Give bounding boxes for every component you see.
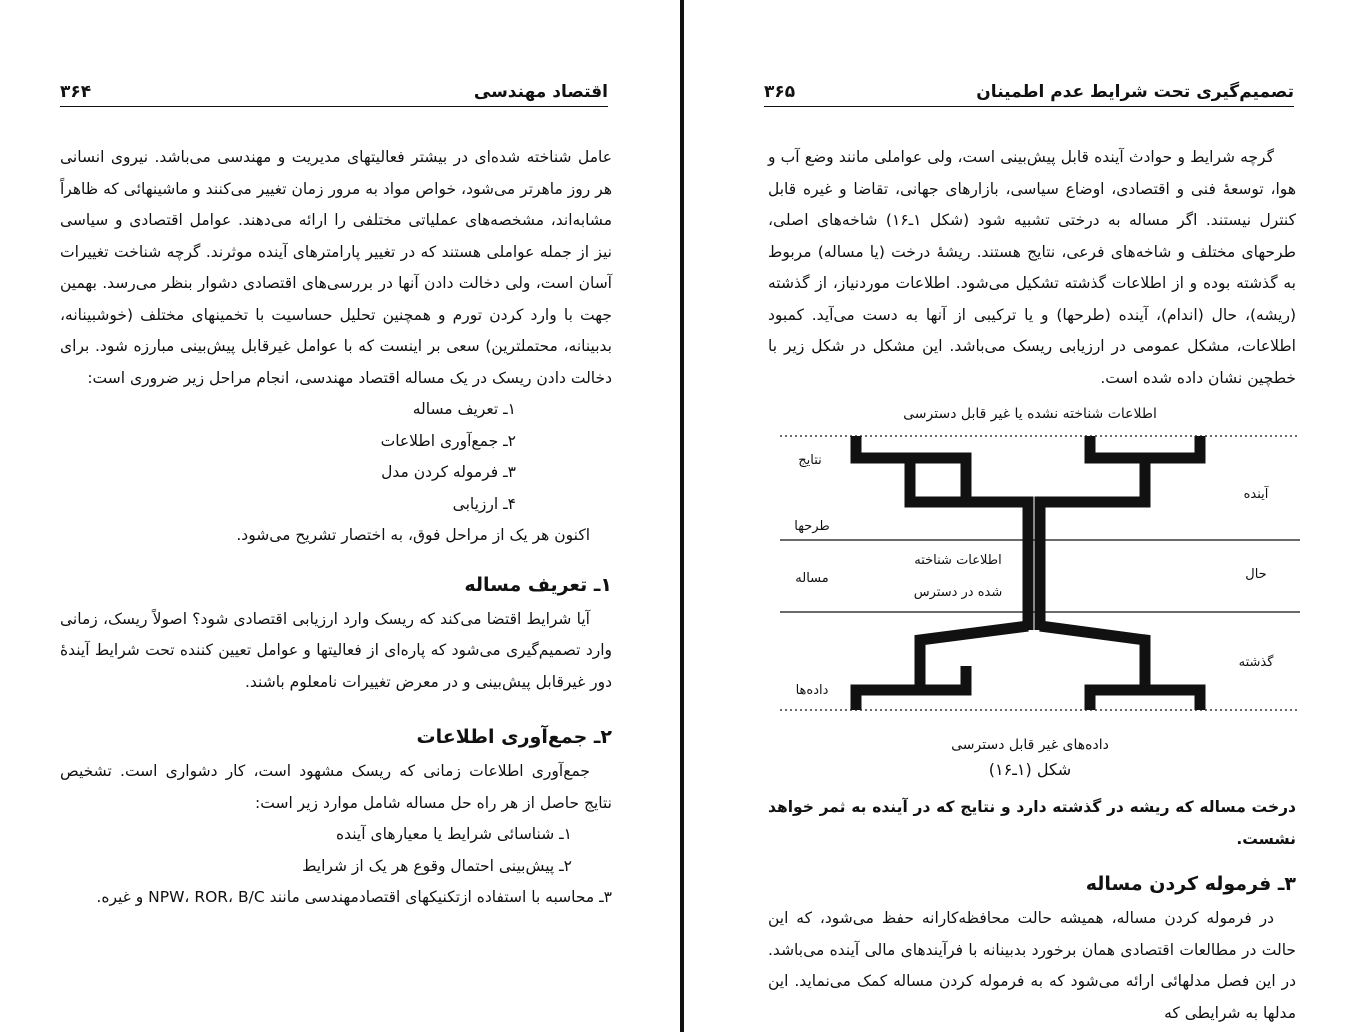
section-paragraph: جمع‌آوری اطلاعات زمانی که ریسک مشهود است، کار دشواری است. تشخیص نتایج حاصل از هر راه حل مساله شامل موارد زیر است: xyxy=(60,762,612,812)
figure-label: شکل (۱ـ۱۶) xyxy=(988,760,1072,779)
step-item: ۱ـ تعریف مساله xyxy=(412,400,516,418)
running-title: اقتصاد مهندسی xyxy=(473,82,608,102)
intro-paragraph: گرچه شرایط و حوادث آینده قابل پیش‌بینی است، ولی عواملی مانند وضع آب و هوا، توسعهٔ فنی و اقتصادی، اوضاع سیاسی، بازارهای جهانی، تقاضا و غیره قابل کنترل نیستند. اگر مساله به درختی تشبیه شود (شکل ۱ـ۱۶) شاخه‌های اصلی، طرحهای مختلف و شاخه‌های فرعی، نتایج هستند. ریشهٔ درخت (یا مساله) مربوط به گذشته بوده و از اطلاعات گذشته تشکیل می‌شود. اطلاعات موردنیاز، از گذشته (ریشه)، حال (اندام)، آینده (طرحها) و یا ترکیبی از آنها به دست می‌آید. کمبود اطلاعات، مشکل عمومی در ارزیابی ریسک می‌باشد. این مشکل در شکل زیر با خطچین نشان داده شده است. xyxy=(768,148,1296,387)
page-number: ۳۶۴ xyxy=(60,82,92,102)
diagram-top-caption: اطلاعات شناخته نشده یا غیر قابل دسترسی xyxy=(903,406,1157,422)
right-page xyxy=(684,0,1361,1032)
section-paragraph: در فرموله کردن مساله، همیشه حالت محافظه‌کارانه حفظ می‌شود، که این حالت در مطالعات اقتصادی همان برخورد بدبینانه با فرآیندهای مالی آینده می‌باشد. در این فصل مدلهائی ارائه می‌شود که به فرموله کردن مساله کمک می‌نماید. این مدلها به شرایطی که xyxy=(768,909,1296,1022)
left-page xyxy=(0,0,680,1032)
label-problem: مساله xyxy=(795,571,829,586)
list-item: ۲ـ پیش‌بینی احتمال وقوع هر یک از شرایط xyxy=(302,856,572,875)
list-item: ۱ـ شناسائی شرایط یا معیارهای آینده xyxy=(336,825,572,843)
list-item: ۳ـ محاسبه با استفاده ازتکنیکهای اقتصادمهندسی مانند NPW، ROR، B/C و غیره. xyxy=(96,888,612,906)
section-heading: ۳ـ فرموله کردن مساله xyxy=(1085,873,1296,895)
step-item: ۴ـ ارزیابی xyxy=(452,494,516,513)
step-item: ۳ـ فرموله کردن مدل xyxy=(381,463,516,481)
diagram-bottom-caption: داده‌های غیر قابل دسترسی xyxy=(951,737,1109,753)
label-known-line2: شده در دسترس xyxy=(913,585,1003,600)
step-item: ۲ـ جمع‌آوری اطلاعات xyxy=(380,431,516,450)
right-lower-block xyxy=(768,792,1296,1029)
label-data: داده‌ها xyxy=(795,683,829,698)
problem-tree-diagram xyxy=(780,404,1300,784)
label-past: گذشته xyxy=(1238,655,1274,670)
label-future: آینده xyxy=(1243,487,1269,502)
running-title: تصمیم‌گیری تحت شرایط عدم اطمینان xyxy=(976,82,1294,102)
left-page-header xyxy=(60,78,608,107)
right-intro-block xyxy=(768,142,1296,394)
steps-outro: اکنون هر یک از مراحل فوق، به اختصار تشریح می‌شود. xyxy=(236,526,590,544)
label-results: نتایج xyxy=(798,453,822,468)
left-body xyxy=(60,142,612,914)
section-paragraph: آیا شرایط اقتضا می‌کند که ریسک وارد ارزیابی اقتصادی شود؟ اصولاً ریسک، زمانی وارد تصمیم‌گیری می‌شود که پاره‌ای از فعالیتها و عوامل تعیین کننده تحت شرایط آیندهٔ دور غیرقابل پیش‌بینی و در معرض تغییرات نامعلوم باشند. xyxy=(60,609,612,691)
label-known-line1: اطلاعات شناخته xyxy=(914,553,1002,568)
label-plans: طرحها xyxy=(794,519,830,534)
section-heading: ۲ـ جمع‌آوری اطلاعات xyxy=(416,726,612,748)
label-present: حال xyxy=(1245,567,1267,582)
section-heading: ۱ـ تعریف مساله xyxy=(464,573,612,596)
figure-note: درخت مساله که ریشه در گذشته دارد و نتایج که در آینده به ثمر خواهد نشست. xyxy=(768,798,1296,848)
right-page-header xyxy=(764,78,1294,107)
tree-shape xyxy=(856,436,1200,710)
page-number: ۳۶۵ xyxy=(764,82,796,102)
intro-paragraph: عامل شناخته شده‌ای در بیشتر فعالیتهای مدیریت و مهندسی می‌باشد. نیروی انسانی هر روز ماهرتر می‌شود، خواص مواد به مرور زمان تغییر می‌کنند و ماشینهائی که ظاهراً مشابه‌اند، مشخصه‌های عملیاتی مختلفی را ارائه می‌دهند. عوامل اقتصادی و سیاسی نیز از جمله عواملی هستند که در تغییر پارامترهای آینده موثرند. گرچه شناخت تغییرات آسان است، ولی دخالت دادن آنها در بررسی‌های اقتصادی دشوار بنظر می‌رسد. بهمین جهت با وارد کردن تورم و همچنین تحلیل حساسیت با تخمینهای مختلف (خوشبینانه، بدبینانه، محتملترین) سعی بر اینست که با عوامل غیرقابل پیش‌بینی مبارزه شود. برای دخالت دادن ریسک در یک مساله اقتصاد مهندسی، انجام مراحل زیر ضروری است: xyxy=(60,148,612,387)
